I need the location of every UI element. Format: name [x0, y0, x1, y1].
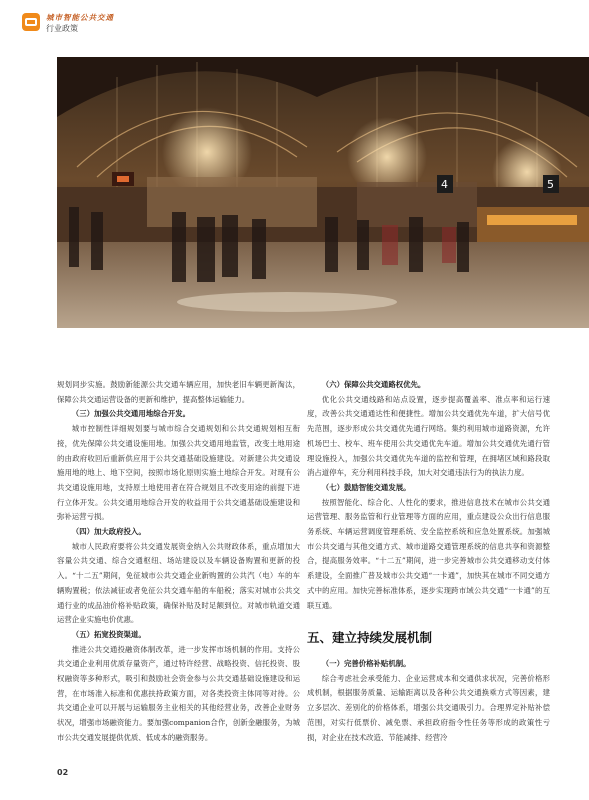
subheading: （四）加大政府投入。	[71, 527, 146, 537]
paragraph: 优化公共交通线路和站点设置，逐步提高覆盖率、准点率和运行速度，改善公共交通通达性和便捷性。增加公共交通优先车道，扩大信号优先范围，逐步形成公共交通优先通行网络。集约利用城市道路资源，允许机场巴士、校车、班车使用公共交通优先车道。增加公共交通优先通行管理设施投入，加强公共交通优先车道的监控和管理，在拥堵区域和路段取消占道停车，充分利用科技手段，加大对交通违法行为的执法力度。	[307, 394, 550, 478]
bus-logo-icon	[22, 13, 40, 31]
paragraph: 城市人民政府要将公共交通发展资金纳入公共财政体系，重点增加大容量公共交通、综合交通枢纽、场站建设以及车辆设备购置和更新的投入。“十二五”期间，免征城市公共交通企业新购置的公共汽（电）车的车辆购置税；依法减征或者免征公共交通车船的车船税；落实对城市公共交通行业的成品油价格补贴政策，确保补贴及时足额到位。对城市轨道交通运营企业实施电价优惠。	[57, 541, 300, 625]
page-number: 02	[57, 768, 69, 777]
paragraph: 城市控制性详细规划要与城市综合交通规划和公共交通规划相互衔接，优先保障公共交通设施用地。加强公共交通用地监管，改变土地用途的由政府收回后重新供应用于公共交通基础设施建设。对新建公共交通设施用地的地上、地下空间，按照市场化原则实施土地综合开发。对现有公共交通设施用地，支持原土地使用者在符合规划且不改变用途的前提下进行立体开发。公共交通用地综合开发的收益用于公共交通基础设施建设和弥补运营亏损。	[57, 424, 300, 522]
left-column	[57, 378, 300, 746]
paragraph: 综合考虑社会承受能力、企业运营成本和交通供求状况，完善价格形成机制，根据服务质量、运输距离以及各种公共交通换乘方式等因素，建立多层次、差别化的价格体系，增强公共交通吸引力。合理界定补贴补偿范围，对实行低票价、减免票、承担政府指令性任务等形成的政策性亏损，对企业在技术改造、节能减排、经营冷	[307, 673, 550, 742]
subheading: （六）保障公共交通路权优先。	[321, 380, 426, 389]
subheading: （三）加强公共交通用地综合开发。	[71, 409, 191, 419]
platform-number-4: 4	[441, 178, 448, 191]
subheading: （五）拓宽投资渠道。	[71, 629, 146, 639]
section-title: 五、建立持续发展机制	[307, 630, 433, 645]
section-tag: 行业政策	[46, 24, 78, 33]
train-station-photo	[57, 57, 589, 328]
paragraph: 推进公共交通投融资体制改革，进一步发挥市场机制的作用。支持公共交通企业利用优质存量资产，通过特许经营、战略投资、信托投资、股权融资等多种形式，吸引和鼓励社会资金参与公共交通基础设施建设和运营，在市场准入标准和优惠扶持政策方面，对各类投资主体同等对待。公共交通企业可以开展与运输服务主业相关的其他经营业务，改善企业财务状况，增强市场融资能力。要加强companion合作，创新金融服务，为城市公共交通发展提供优质、低成本的融资服务。	[57, 644, 300, 742]
magazine-brand: 城市智能公共交通	[46, 13, 114, 22]
subheading: （一）完善价格补贴机制。	[321, 659, 411, 668]
right-column	[307, 378, 550, 613]
right-column-lower	[307, 657, 550, 745]
paragraph: 按照智能化、综合化、人性化的要求，推进信息技术在城市公共交通运营管理、服务监管和行业管理等方面的应用，重点建设公众出行信息服务系统、车辆运营调度管理系统、安全监控系统和应急处置系统。加强城市公共交通与其他交通方式、城市道路交通管理系统的信息共享和资源整合，提高服务效率。“十二五”期间，进一步完善城市公共交通移动支付体系建设，全面推广普及城市公共交通“一卡通”，加快其在城市不同交通方式中的应用。加快完善标准体系，逐步实现跨市域公共交通“一卡通”的互联互通。	[307, 497, 550, 610]
paragraph: 规划同步实施。鼓励新能源公共交通车辆应用，加快老旧车辆更新淘汰，保障公共交通运营设备的更新和维护，提高整体运输能力。	[57, 380, 300, 404]
platform-number-5: 5	[547, 178, 554, 191]
subheading: （七）鼓励智能交通发展。	[321, 482, 411, 492]
